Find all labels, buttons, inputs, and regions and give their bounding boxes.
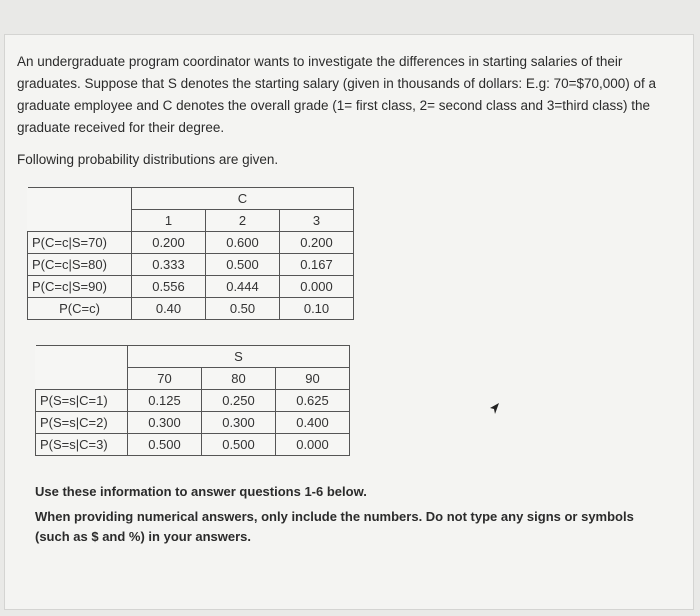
variable-header-c: C bbox=[132, 188, 354, 210]
cell-value: 0.200 bbox=[132, 232, 206, 254]
table-row bbox=[36, 434, 350, 456]
row-label: P(C=c) bbox=[28, 298, 132, 320]
conditional-s-table bbox=[35, 345, 350, 456]
cell-value: 0.250 bbox=[202, 390, 276, 412]
cell-value: 0.000 bbox=[276, 434, 350, 456]
cell-value: 0.125 bbox=[128, 390, 202, 412]
cell-value: 0.400 bbox=[276, 412, 350, 434]
use-info-instruction: Use these information to answer questions 1-6 below. bbox=[35, 484, 367, 499]
column-header: 70 bbox=[128, 368, 202, 390]
row-label: P(C=c|S=80) bbox=[28, 254, 132, 276]
cell-value: 0.167 bbox=[280, 254, 354, 276]
corner-cell bbox=[36, 346, 128, 368]
column-header: 90 bbox=[276, 368, 350, 390]
cell-value: 0.625 bbox=[276, 390, 350, 412]
question-card bbox=[4, 34, 694, 610]
column-header: 80 bbox=[202, 368, 276, 390]
column-header: 3 bbox=[280, 210, 354, 232]
given-statement: Following probability distributions are given. bbox=[17, 152, 279, 167]
cell-value: 0.444 bbox=[206, 276, 280, 298]
table-row bbox=[36, 390, 350, 412]
corner-cell bbox=[36, 368, 128, 390]
table-row bbox=[28, 254, 354, 276]
cell-value: 0.10 bbox=[280, 298, 354, 320]
table-row bbox=[36, 412, 350, 434]
cell-value: 0.200 bbox=[280, 232, 354, 254]
cell-value: 0.000 bbox=[280, 276, 354, 298]
variable-header-s: S bbox=[128, 346, 350, 368]
conditional-c-table bbox=[27, 187, 354, 320]
cell-value: 0.500 bbox=[202, 434, 276, 456]
table-row bbox=[28, 276, 354, 298]
cell-value: 0.500 bbox=[128, 434, 202, 456]
cell-value: 0.333 bbox=[132, 254, 206, 276]
row-label: P(S=s|C=1) bbox=[36, 390, 128, 412]
numeric-answer-note: When providing numerical answers, only include the numbers. Do not type any signs or symbols (such as $ and %) in your answers. bbox=[35, 509, 634, 544]
row-label: P(C=c|S=70) bbox=[28, 232, 132, 254]
intro-paragraph: An undergraduate program coordinator wants to investigate the differences in starting salaries of their graduates. Suppose that S denotes the starting salary (given in thousands of dollars: E.g: 70=$70,000) of a graduate employee and C denotes the overall grade (1= first class, 2= second class and 3=third class) the graduate received for their degree. bbox=[17, 54, 657, 135]
row-label: P(S=s|C=3) bbox=[36, 434, 128, 456]
cell-value: 0.500 bbox=[206, 254, 280, 276]
column-header: 2 bbox=[206, 210, 280, 232]
row-label: P(C=c|S=90) bbox=[28, 276, 132, 298]
column-header: 1 bbox=[132, 210, 206, 232]
row-label: P(S=s|C=2) bbox=[36, 412, 128, 434]
cell-value: 0.300 bbox=[128, 412, 202, 434]
table-row bbox=[28, 232, 354, 254]
cell-value: 0.300 bbox=[202, 412, 276, 434]
corner-cell bbox=[28, 188, 132, 210]
mouse-cursor-icon bbox=[487, 402, 501, 416]
cell-value: 0.600 bbox=[206, 232, 280, 254]
cell-value: 0.50 bbox=[206, 298, 280, 320]
cell-value: 0.40 bbox=[132, 298, 206, 320]
cell-value: 0.556 bbox=[132, 276, 206, 298]
table-row bbox=[28, 298, 354, 320]
corner-cell bbox=[28, 210, 132, 232]
